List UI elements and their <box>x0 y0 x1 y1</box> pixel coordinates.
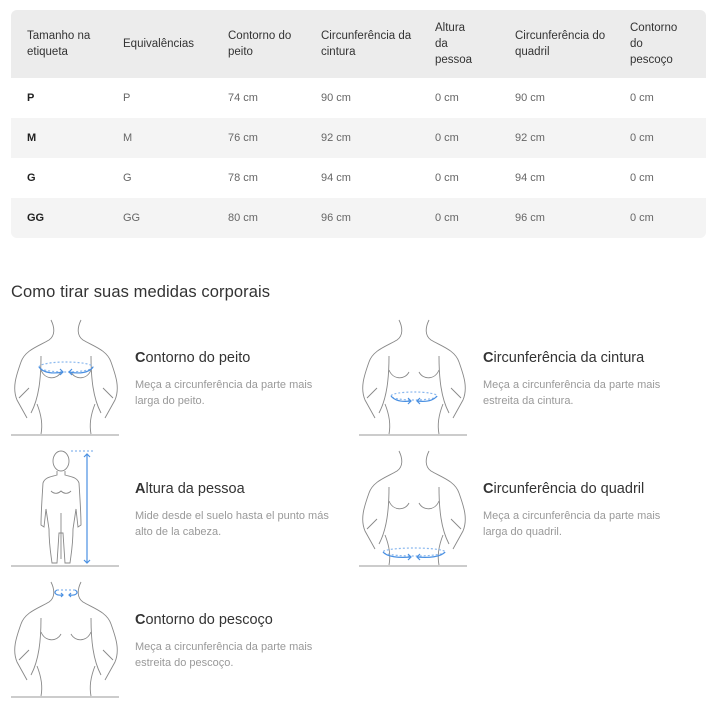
table-header-row <box>11 10 706 78</box>
neck-measure-illustration-icon <box>11 580 121 700</box>
cell-equiv: P <box>123 92 131 104</box>
title-initial: C <box>483 481 494 497</box>
cell-height: 0 cm <box>435 92 459 104</box>
size-table <box>11 10 706 238</box>
title-initial: A <box>135 481 146 497</box>
cell-chest: 74 cm <box>228 92 258 104</box>
table-row <box>11 158 706 198</box>
cell-size: G <box>27 172 36 184</box>
header-waist: Circunferência da cintura <box>305 10 419 78</box>
cell-equiv: M <box>107 118 212 158</box>
cell-waist: 94 cm <box>321 172 351 184</box>
chest-measure-illustration-icon <box>11 318 121 438</box>
cell-height: 0 cm <box>435 172 459 184</box>
header-chest: Contorno do peito <box>212 10 305 78</box>
cell-neck: 0 cm <box>614 118 706 158</box>
measurement-guide-title: Como tirar suas medidas corporais <box>11 283 271 301</box>
cell-hip: 90 cm <box>515 92 545 104</box>
cell-size: P <box>27 92 35 104</box>
size-table-container <box>11 10 706 238</box>
table-row <box>11 198 706 238</box>
table-row <box>11 118 706 158</box>
title-initial: C <box>135 350 146 366</box>
cell-height: 0 cm <box>419 118 499 158</box>
cell-neck: 0 cm <box>630 92 654 104</box>
header-equivalences: Equivalências <box>107 10 212 78</box>
cell-equiv: G <box>123 172 132 184</box>
cell-hip: 94 cm <box>515 172 545 184</box>
guide-title-waist <box>483 350 644 366</box>
header-neck: Contorno do pescoço <box>614 10 706 78</box>
cell-equiv: GG <box>107 198 212 238</box>
guide-desc-chest: Meça a circunferência da parte mais larga do peito. <box>135 379 313 407</box>
cell-chest: 78 cm <box>228 172 258 184</box>
cell-height: 0 cm <box>419 198 499 238</box>
guide-desc-height: Mide desde el suelo hasta el punto más alto de la cabeza. <box>135 510 329 538</box>
header-hip: Circunferência do quadril <box>499 10 614 78</box>
cell-neck: 0 cm <box>630 172 654 184</box>
cell-chest: 80 cm <box>212 198 305 238</box>
cell-size: GG <box>11 198 107 238</box>
cell-neck: 0 cm <box>614 198 706 238</box>
waist-measure-illustration-icon <box>359 318 469 438</box>
guide-desc-hip: Meça a circunferência da parte mais larga do quadril. <box>483 510 661 538</box>
guide-item-hip <box>359 449 699 574</box>
cell-waist: 96 cm <box>305 198 419 238</box>
title-rest: ontorno do peito <box>145 350 251 366</box>
title-rest: ircunferência do quadril <box>493 481 645 497</box>
table-row <box>11 78 706 118</box>
title-rest: ontorno do pescoço <box>145 612 273 628</box>
guide-desc-waist: Meça a circunferência da parte mais estreita da cintura. <box>483 379 661 407</box>
cell-size: M <box>11 118 107 158</box>
cell-hip: 92 cm <box>499 118 614 158</box>
guide-desc-neck: Meça a circunferência da parte mais estreita do pescoço. <box>135 641 313 669</box>
title-initial: C <box>135 612 146 628</box>
guide-item-height <box>11 449 351 574</box>
title-rest: ircunferência da cintura <box>493 350 645 366</box>
guide-item-waist <box>359 318 699 443</box>
cell-waist: 90 cm <box>321 92 351 104</box>
guide-item-chest <box>11 318 351 443</box>
title-rest: ltura da pessoa <box>145 481 245 497</box>
height-measure-illustration-icon <box>11 449 121 569</box>
cell-hip: 96 cm <box>499 198 614 238</box>
title-initial: C <box>483 350 494 366</box>
guide-item-neck <box>11 580 351 705</box>
cell-chest: 76 cm <box>212 118 305 158</box>
guide-title-hip <box>483 481 644 497</box>
guide-title-neck <box>135 612 273 628</box>
header-size-label: Tamanho na etiqueta <box>11 10 107 78</box>
guide-title-height <box>135 481 245 497</box>
header-height: Altura da pessoa <box>419 10 499 78</box>
hip-measure-illustration-icon <box>359 449 469 569</box>
guide-title-chest <box>135 350 250 366</box>
cell-waist: 92 cm <box>305 118 419 158</box>
